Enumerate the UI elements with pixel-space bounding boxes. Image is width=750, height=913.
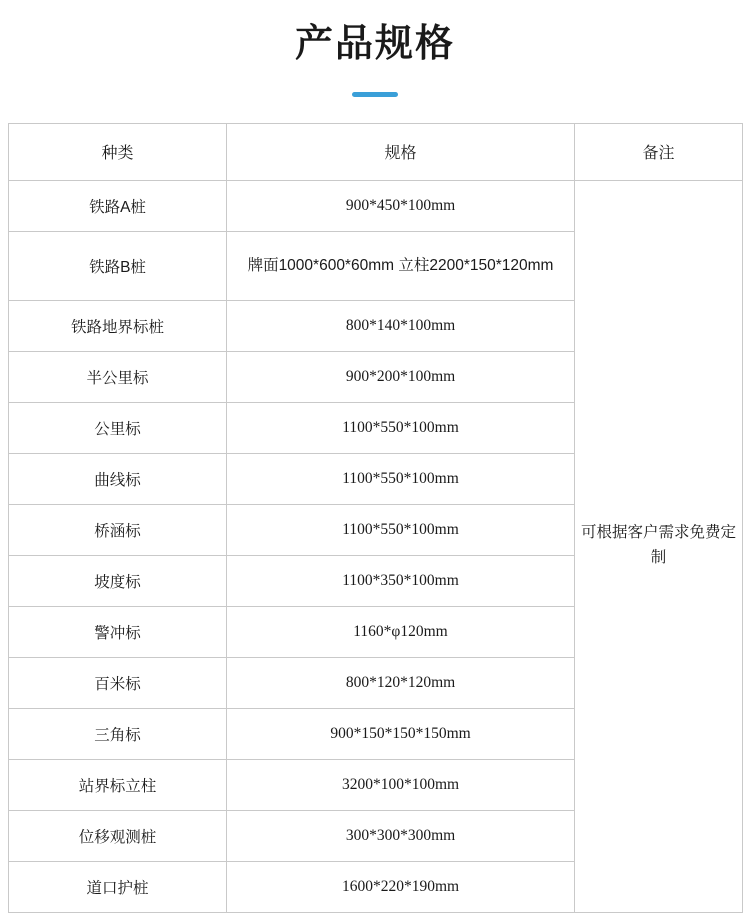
cell-spec: 1100*550*100mm: [227, 453, 575, 504]
table-row: [9, 180, 743, 231]
cell-kind: 坡度标: [9, 555, 227, 606]
cell-spec: 800*120*120mm: [227, 657, 575, 708]
spec-table: [8, 123, 743, 913]
page-title: 产品规格: [294, 23, 455, 65]
cell-spec: 900*450*100mm: [227, 180, 575, 231]
spec-table-body: [9, 180, 743, 912]
cell-spec: 1100*550*100mm: [227, 504, 575, 555]
column-header-note: 备注: [575, 123, 743, 180]
cell-kind: 半公里标: [9, 351, 227, 402]
table-header-row: [9, 123, 743, 180]
cell-spec: 300*300*300mm: [227, 810, 575, 861]
cell-spec: 1600*220*190mm: [227, 861, 575, 912]
cell-kind: 位移观测桩: [9, 810, 227, 861]
cell-kind: 三角标: [9, 708, 227, 759]
cell-spec: 1100*350*100mm: [227, 555, 575, 606]
cell-kind: 铁路A桩: [9, 180, 227, 231]
column-header-kind: 种类: [9, 123, 227, 180]
cell-spec: 1100*550*100mm: [227, 402, 575, 453]
cell-spec: 牌面1000*600*60mm 立柱2200*150*120mm: [227, 231, 575, 300]
cell-kind: 道口护桩: [9, 861, 227, 912]
column-header-spec: 规格: [227, 123, 575, 180]
cell-spec: 3200*100*100mm: [227, 759, 575, 810]
cell-kind: 公里标: [9, 402, 227, 453]
cell-kind: 桥涵标: [9, 504, 227, 555]
cell-spec: 1160*φ120mm: [227, 606, 575, 657]
cell-kind: 铁路B桩: [9, 231, 227, 300]
cell-spec: 900*150*150*150mm: [227, 708, 575, 759]
cell-kind: 警冲标: [9, 606, 227, 657]
cell-note: 可根据客户需求免费定制: [575, 180, 743, 912]
title-accent-divider: [352, 92, 398, 97]
cell-spec: 900*200*100mm: [227, 351, 575, 402]
cell-kind: 百米标: [9, 657, 227, 708]
cell-kind: 站界标立柱: [9, 759, 227, 810]
spec-table-head: [9, 123, 743, 180]
spec-table-wrapper: [8, 123, 742, 913]
cell-kind: 铁路地界标桩: [9, 300, 227, 351]
cell-spec: 800*140*100mm: [227, 300, 575, 351]
cell-kind: 曲线标: [9, 453, 227, 504]
